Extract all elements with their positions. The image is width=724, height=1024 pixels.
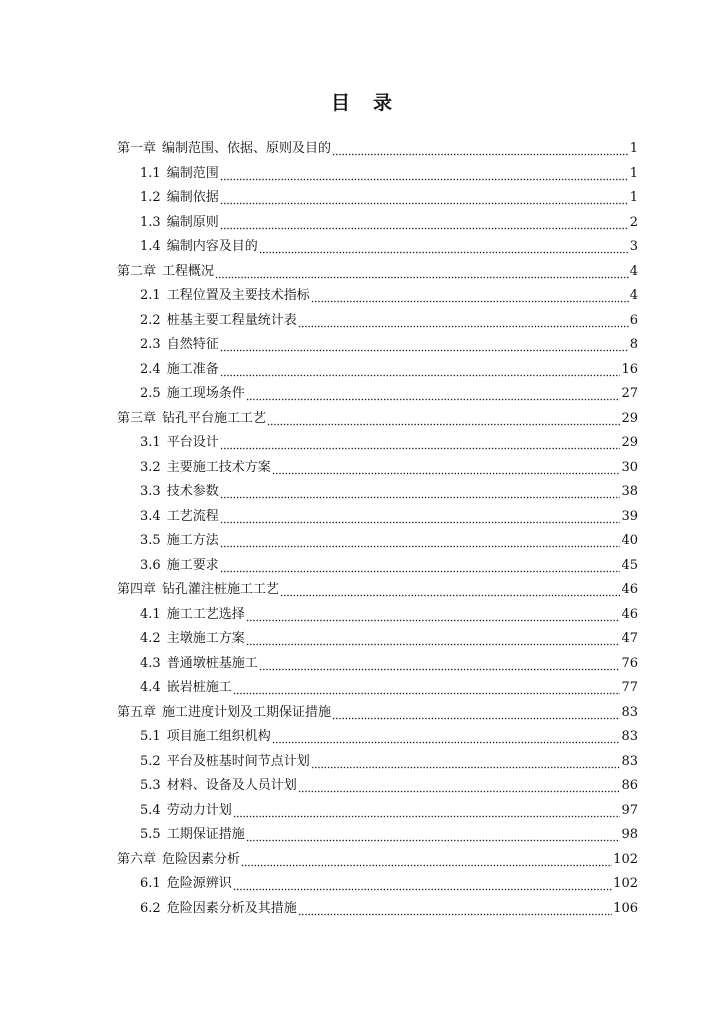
dot-leader (267, 407, 620, 432)
toc-entry-label: 平台设计 (166, 435, 219, 450)
toc-entry-number: 6.2 (140, 900, 161, 916)
toc-page-number: 27 (621, 386, 638, 401)
toc-chapter-entry[interactable] (0, 701, 724, 726)
toc-entry-number: 5.5 (140, 827, 161, 842)
toc-section-entry[interactable] (0, 529, 724, 554)
dot-leader (259, 652, 621, 677)
toc-entry-number: 1.4 (140, 239, 161, 254)
toc-entry-label: 危险因素分析 (162, 851, 241, 867)
toc-entry-number: 第四章 (117, 582, 157, 597)
toc-page-number: 30 (621, 459, 638, 475)
toc-page-number: 8 (629, 337, 638, 352)
dot-leader (233, 872, 612, 897)
toc-entry-label: 编制范围 (166, 165, 219, 181)
toc-page-number: 16 (621, 361, 638, 377)
dot-leader (220, 554, 621, 579)
toc-entry-label: 编制内容及目的 (166, 239, 258, 254)
toc-chapter-entry[interactable] (0, 578, 724, 603)
toc-page-number: 46 (621, 582, 638, 597)
toc-entry-label: 普通墩桩基施工 (166, 655, 258, 671)
toc-page-number: 1 (629, 165, 638, 181)
dot-leader (220, 480, 621, 505)
toc-entry-label: 材料、设备及人员计划 (166, 778, 297, 793)
dot-leader (332, 701, 620, 726)
toc-entry-label: 编制原则 (166, 214, 219, 230)
dot-leader (246, 382, 621, 407)
toc-section-entry[interactable] (0, 186, 724, 211)
toc-section-entry[interactable] (0, 456, 724, 481)
dot-leader (272, 456, 621, 481)
toc-section-entry[interactable] (0, 750, 724, 775)
dot-leader (220, 186, 629, 211)
toc-entry-label: 自然特征 (166, 337, 219, 352)
toc-entry-label: 危险源辨识 (166, 876, 232, 891)
toc-entry-label: 技术参数 (166, 484, 219, 499)
toc-entry-number: 3.3 (140, 484, 161, 499)
dot-leader (220, 162, 629, 187)
toc-page-number: 6 (629, 312, 638, 328)
dot-leader (280, 578, 620, 603)
dot-leader (272, 725, 621, 750)
toc-section-entry[interactable] (0, 823, 724, 848)
toc-entry-label: 劳动力计划 (166, 802, 232, 818)
toc-page-number: 83 (621, 753, 638, 769)
toc-section-entry[interactable] (0, 652, 724, 677)
toc-entry-label: 工期保证措施 (166, 827, 245, 842)
toc-page-number: 2 (629, 214, 638, 230)
toc-page-number: 97 (621, 802, 638, 818)
dot-leader (220, 529, 621, 554)
toc-section-entry[interactable] (0, 872, 724, 897)
dot-leader (220, 431, 621, 456)
toc-entry-number: 5.4 (140, 802, 161, 818)
toc-entry-label: 主墩施工方案 (166, 631, 245, 646)
toc-entry-label: 施工准备 (166, 361, 219, 377)
toc-entry-label: 钻孔平台施工工艺 (162, 410, 267, 426)
dot-leader (220, 358, 621, 383)
toc-section-entry[interactable] (0, 897, 724, 922)
dot-leader (220, 211, 629, 236)
toc-entry-number: 第五章 (117, 704, 157, 720)
toc-entry-label: 桩基主要工程量统计表 (166, 312, 297, 328)
toc-entry-number: 4.2 (140, 631, 161, 646)
toc-entry-number: 2.4 (140, 361, 161, 377)
toc-page-number: 4 (629, 263, 638, 279)
toc-entry-label: 编制范围、依据、原则及目的 (162, 141, 332, 156)
toc-section-entry[interactable] (0, 725, 724, 750)
toc-entry-number: 第三章 (117, 410, 157, 426)
toc-entry-label: 工程概况 (162, 263, 215, 279)
toc-page-number: 106 (613, 900, 638, 916)
toc-entry-number: 4.3 (140, 655, 161, 671)
toc-entry-number: 第二章 (117, 263, 157, 279)
toc-entry-label: 施工要求 (166, 557, 219, 573)
dot-leader (311, 284, 629, 309)
toc-entry-number: 3.2 (140, 459, 161, 475)
toc-page-number: 38 (621, 484, 638, 499)
dot-leader (233, 799, 621, 824)
toc-chapter-entry[interactable] (0, 137, 724, 162)
toc-page-number: 83 (621, 704, 638, 720)
toc-entry-label: 危险因素分析及其措施 (166, 900, 297, 916)
toc-chapter-entry[interactable] (0, 407, 724, 432)
toc-section-entry[interactable] (0, 554, 724, 579)
page-title (0, 88, 724, 115)
toc-page-number: 86 (621, 778, 638, 793)
toc-page-number: 29 (621, 410, 638, 426)
toc-entry-number: 4.4 (140, 680, 161, 695)
dot-leader (246, 823, 621, 848)
toc-entry-label: 编制依据 (166, 190, 219, 205)
toc-page-number: 45 (621, 557, 638, 573)
dot-leader (298, 774, 621, 799)
dot-leader (298, 309, 629, 334)
dot-leader (241, 848, 612, 873)
toc-entry-number: 6.1 (140, 876, 161, 891)
title-char-left: 目 (330, 92, 351, 114)
toc-entry-number: 2.3 (140, 337, 161, 352)
title-char-right: 录 (373, 92, 394, 114)
toc-section-entry[interactable] (0, 382, 724, 407)
toc-page-number: 102 (613, 876, 638, 891)
toc-section-entry[interactable] (0, 480, 724, 505)
toc-entry-number: 1.2 (140, 190, 161, 205)
toc-entry-number: 2.5 (140, 386, 161, 401)
toc-entry-label: 项目施工组织机构 (166, 729, 271, 744)
toc-entry-label: 施工工艺选择 (166, 606, 245, 622)
dot-leader (233, 676, 621, 701)
toc-entry-label: 主要施工技术方案 (166, 459, 271, 475)
dot-leader (246, 603, 621, 628)
toc-section-entry[interactable] (0, 505, 724, 530)
toc-page-number: 47 (621, 631, 638, 646)
toc-section-entry[interactable] (0, 309, 724, 334)
dot-leader (311, 750, 621, 775)
toc-entry-number: 2.2 (140, 312, 161, 328)
toc-entry-number: 3.4 (140, 508, 161, 524)
dot-leader (332, 137, 629, 162)
toc-page-number: 29 (621, 435, 638, 450)
toc-page-number: 1 (629, 190, 638, 205)
toc-section-entry[interactable] (0, 358, 724, 383)
toc-entry-label: 嵌岩桩施工 (166, 680, 232, 695)
dot-leader (246, 627, 621, 652)
toc-page-number: 77 (621, 680, 638, 695)
toc-section-entry[interactable] (0, 774, 724, 799)
toc-section-entry[interactable] (0, 162, 724, 187)
toc-entry-number: 1.3 (140, 214, 161, 230)
toc-entry-number: 4.1 (140, 606, 161, 622)
toc-section-entry[interactable] (0, 676, 724, 701)
toc-section-entry[interactable] (0, 284, 724, 309)
toc-section-entry[interactable] (0, 431, 724, 456)
toc-entry-number: 5.1 (140, 729, 161, 744)
toc-page-number: 39 (621, 508, 638, 524)
toc-section-entry[interactable] (0, 211, 724, 236)
toc-page-number: 3 (629, 239, 638, 254)
dot-leader (298, 897, 612, 922)
toc-entry-number: 3.5 (140, 533, 161, 548)
toc-section-entry[interactable] (0, 799, 724, 824)
toc-page-number: 98 (621, 827, 638, 842)
toc-section-entry[interactable] (0, 603, 724, 628)
toc-entry-label: 工艺流程 (166, 508, 219, 524)
dot-leader (220, 333, 629, 358)
toc-entry-number: 5.3 (140, 778, 161, 793)
toc-section-entry[interactable] (0, 627, 724, 652)
toc-entry-label: 钻孔灌注桩施工工艺 (162, 582, 280, 597)
toc-entry-number: 3.1 (140, 435, 161, 450)
toc-entry-label: 平台及桩基时间节点计划 (166, 753, 310, 769)
toc-entry-label: 施工方法 (166, 533, 219, 548)
toc-chapter-entry[interactable] (0, 848, 724, 873)
toc-page-number: 83 (621, 729, 638, 744)
toc-entry-number: 3.6 (140, 557, 161, 573)
toc-entry-label: 工程位置及主要技术指标 (166, 288, 310, 303)
toc-entry-label: 施工进度计划及工期保证措施 (162, 704, 332, 720)
dot-leader (220, 505, 621, 530)
toc-section-entry[interactable] (0, 333, 724, 358)
toc-entry-number: 第六章 (117, 851, 157, 867)
toc-page-number: 4 (629, 288, 638, 303)
toc-page-number: 1 (629, 141, 638, 156)
toc-page-number: 76 (621, 655, 638, 671)
toc-page-number: 46 (621, 606, 638, 622)
table-of-contents (0, 137, 724, 921)
toc-entry-label: 施工现场条件 (166, 386, 245, 401)
toc-section-entry[interactable] (0, 235, 724, 260)
dot-leader (259, 235, 629, 260)
toc-entry-number: 5.2 (140, 753, 161, 769)
toc-entry-number: 2.1 (140, 288, 161, 303)
dot-leader (215, 260, 629, 285)
toc-chapter-entry[interactable] (0, 260, 724, 285)
toc-entry-number: 第一章 (117, 141, 157, 156)
toc-entry-number: 1.1 (140, 165, 161, 181)
toc-page-number: 102 (613, 851, 638, 867)
toc-page-number: 40 (621, 533, 638, 548)
